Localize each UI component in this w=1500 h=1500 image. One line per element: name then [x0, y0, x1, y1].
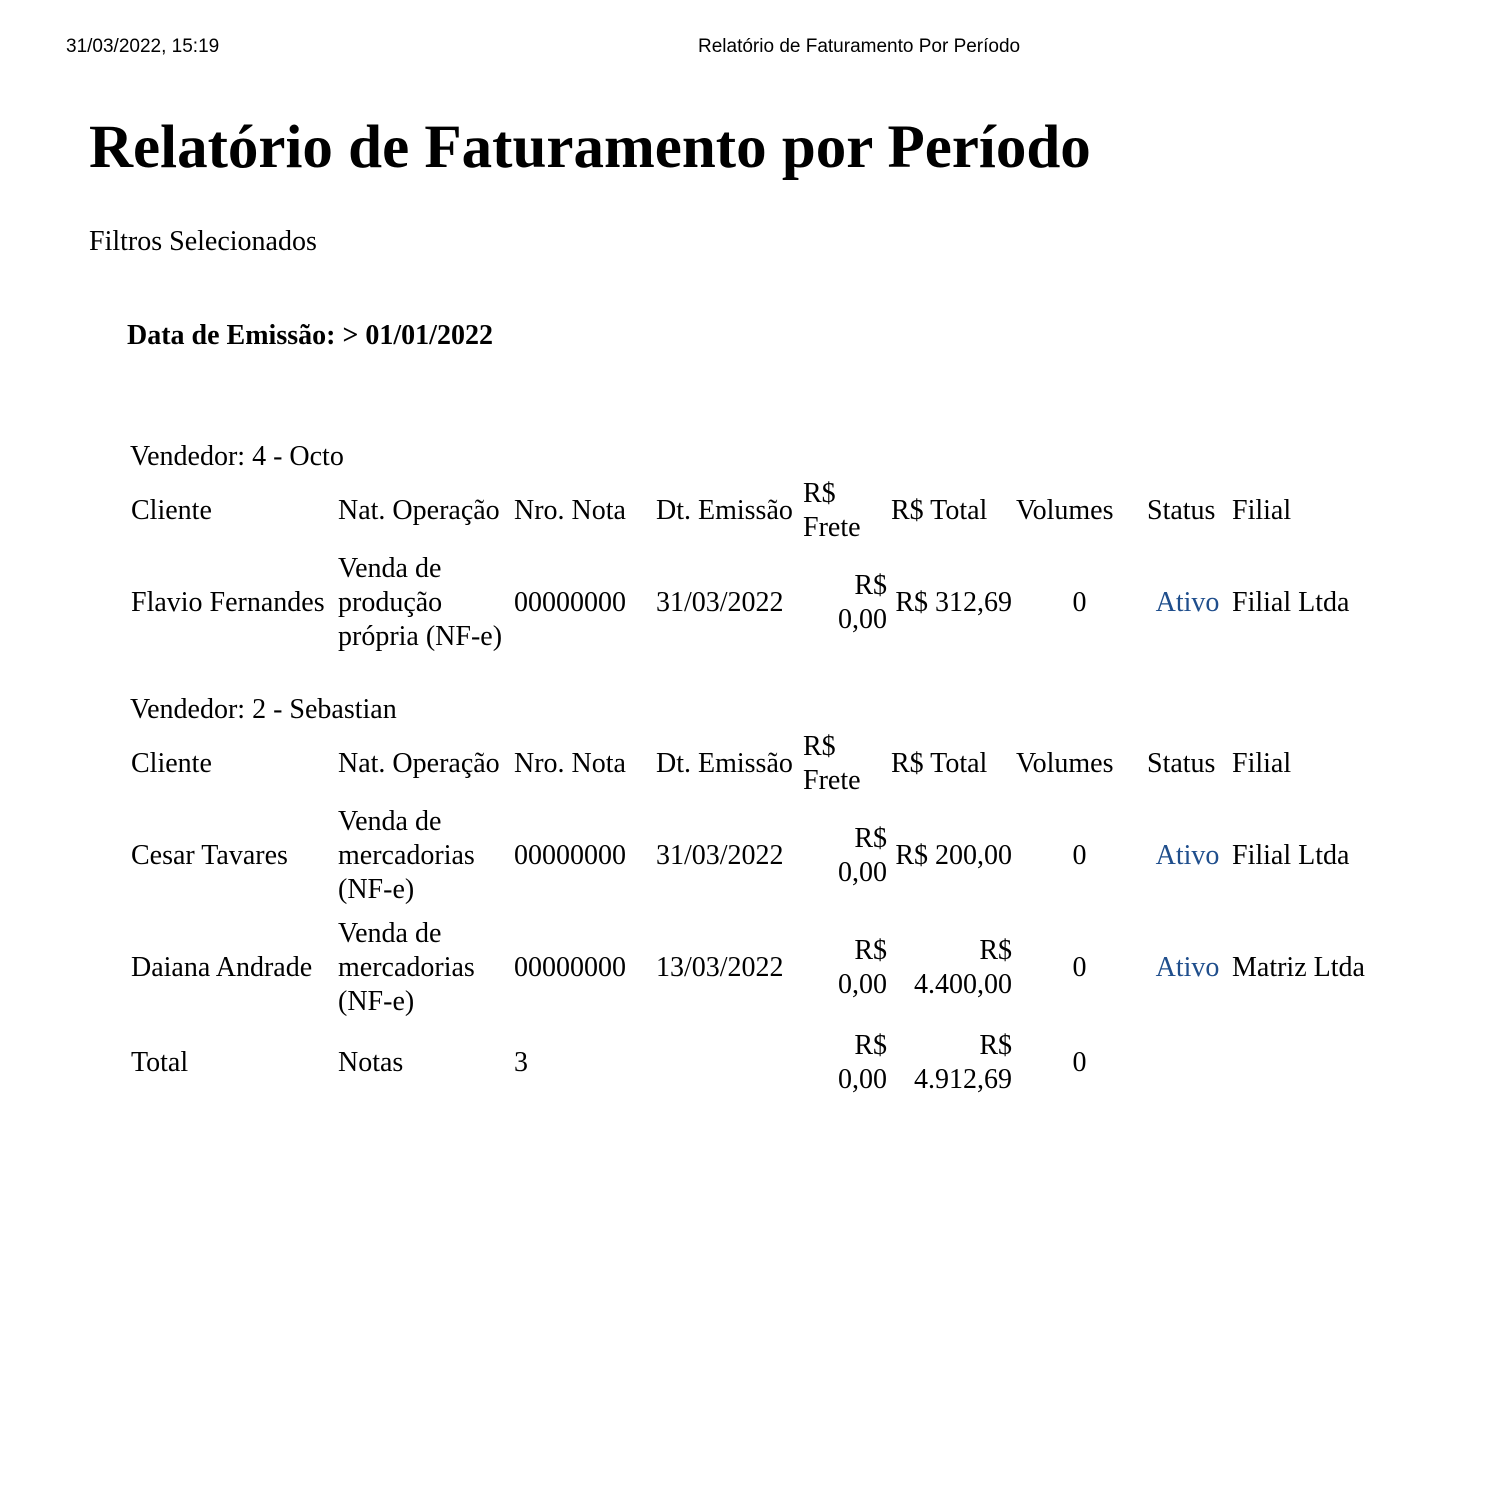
table-row	[130, 548, 1393, 658]
cell-frete: R$ 0,00	[838, 935, 887, 1000]
col-header-filial: Filial	[1232, 748, 1292, 779]
col-header-filial: Filial	[1232, 495, 1292, 526]
total-empty-cell	[1231, 1025, 1393, 1101]
cell-cliente: Cesar Tavares	[131, 840, 288, 871]
cell-total: R$ 312,69	[895, 587, 1012, 618]
cell-cliente: Daiana Andrade	[131, 952, 313, 983]
cell-dt-emissao: 31/03/2022	[656, 840, 784, 871]
table-header-row	[130, 476, 1393, 546]
filters-label: Filtros Selecionados	[89, 226, 317, 257]
col-header-dt-emissao: Dt. Emissão	[656, 748, 793, 779]
seller-label: Vendedor: 4 - Octo	[130, 441, 344, 472]
total-empty-cell	[655, 1025, 800, 1101]
total-amount: R$ 4.912,69	[914, 1030, 1012, 1095]
cell-total: R$ 4.400,00	[914, 935, 1012, 1000]
print-page-title: Relatório de Faturamento Por Período	[698, 36, 1021, 57]
col-header-dt-emissao: Dt. Emissão	[656, 495, 793, 526]
table-row	[130, 801, 1393, 911]
col-header-nat-operacao: Nat. Operação	[338, 748, 500, 779]
cell-nro-nota: 00000000	[514, 952, 626, 983]
col-header-nro-nota: Nro. Nota	[514, 495, 626, 526]
cell-volumes: 0	[1072, 840, 1087, 871]
cell-filial: Matriz Ltda	[1232, 952, 1365, 983]
status-link[interactable]: Ativo	[1155, 952, 1220, 983]
cell-filial: Filial Ltda	[1232, 840, 1350, 871]
col-header-nat-operacao: Nat. Operação	[338, 495, 500, 526]
total-notas-label: Notas	[338, 1047, 404, 1078]
cell-volumes: 0	[1072, 952, 1087, 983]
col-header-cliente: Cliente	[131, 495, 212, 526]
table-header-row	[130, 729, 1393, 799]
cell-volumes: 0	[1072, 587, 1087, 618]
print-header	[0, 36, 1500, 62]
col-header-total: R$ Total	[891, 748, 988, 779]
total-empty-cell	[1146, 1025, 1229, 1101]
col-header-volumes: Volumes	[1016, 748, 1114, 779]
col-header-frete: R$ Frete	[803, 731, 861, 796]
col-header-frete: R$ Frete	[803, 478, 861, 543]
report-content	[89, 108, 1469, 1103]
cell-dt-emissao: 13/03/2022	[656, 952, 784, 983]
col-header-total: R$ Total	[891, 495, 988, 526]
cell-frete: R$ 0,00	[838, 823, 887, 888]
total-label: Total	[131, 1047, 189, 1078]
print-date: 31/03/2022, 15:19	[66, 36, 220, 57]
total-notas-count: 3	[514, 1047, 528, 1078]
total-row	[130, 1025, 1393, 1101]
seller-label: Vendedor: 2 - Sebastian	[130, 694, 397, 725]
cell-filial: Filial Ltda	[1232, 587, 1350, 618]
cell-total: R$ 200,00	[895, 840, 1012, 871]
col-header-nro-nota: Nro. Nota	[514, 748, 626, 779]
col-header-cliente: Cliente	[131, 748, 212, 779]
col-header-status: Status	[1147, 495, 1216, 526]
col-header-volumes: Volumes	[1016, 495, 1114, 526]
cell-cliente: Flavio Fernandes	[131, 587, 325, 618]
seller-group	[128, 440, 1469, 660]
invoice-table	[128, 727, 1395, 1103]
cell-nro-nota: 00000000	[514, 587, 626, 618]
invoice-table	[128, 474, 1395, 660]
cell-dt-emissao: 31/03/2022	[656, 587, 784, 618]
cell-frete: R$ 0,00	[838, 570, 887, 635]
report-title: Relatório de Faturamento por Período	[89, 114, 1091, 181]
total-frete: R$ 0,00	[838, 1030, 887, 1095]
cell-nat-operacao: Venda de mercadorias (NF-e)	[338, 806, 475, 905]
seller-group	[128, 693, 1469, 1103]
col-header-status: Status	[1147, 748, 1216, 779]
table-row	[130, 913, 1393, 1023]
status-link[interactable]: Ativo	[1155, 840, 1220, 871]
total-volumes: 0	[1072, 1047, 1087, 1078]
cell-nat-operacao: Venda de produção própria (NF-e)	[338, 553, 503, 652]
filter-emission-date: Data de Emissão: > 01/01/2022	[127, 320, 493, 351]
cell-nat-operacao: Venda de mercadorias (NF-e)	[338, 918, 475, 1017]
status-link[interactable]: Ativo	[1155, 587, 1220, 618]
cell-nro-nota: 00000000	[514, 840, 626, 871]
